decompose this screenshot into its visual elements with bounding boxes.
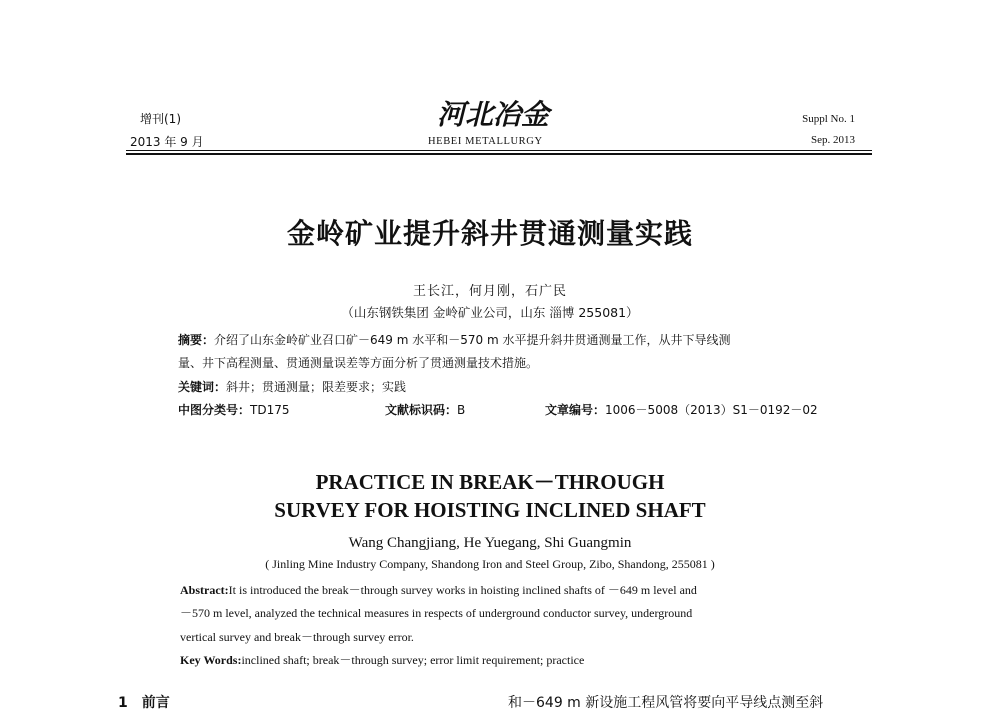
abstract-cn — [178, 331, 730, 348]
abstract-text-en-1: It is introduced the break－through survey works in hoisting inclined shafts of －649 m level and — [228, 583, 697, 597]
journal-logo-text: 河北冶金 — [436, 98, 550, 131]
keywords-text-cn: 斜井；贯通测量；限差要求；实践 — [226, 380, 407, 394]
abstract-en — [180, 581, 697, 598]
document-code-value: B — [457, 403, 466, 417]
keywords-label-cn: 关键词： — [178, 380, 227, 394]
article-number-label: 文章编号： — [545, 403, 606, 417]
article-number — [545, 401, 818, 418]
date-label-en: Sep. 2013 — [811, 134, 855, 146]
supplement-label: Suppl No. 1 — [802, 113, 855, 125]
abstract-text-cn-2: 量、井下高程测量、贯通测量误差等方面分析了贯通测量技术措施。 — [178, 356, 539, 370]
issue-label: 增刊(1) — [140, 112, 181, 126]
body-text-fragment: 和－649 m 新设施工程风管将要向平导线点测至斜 — [508, 695, 824, 711]
authors-en: Wang Changjiang, He Yuegang, Shi Guangmin — [348, 535, 632, 551]
article-number-value: 1006－5008（2013）S1－0192－02 — [605, 403, 818, 417]
keywords-label-en: Key Words: — [180, 653, 242, 667]
keywords-en — [180, 651, 584, 668]
classification-number — [178, 401, 290, 418]
header-rule-thick — [126, 153, 872, 155]
keywords-text-en: inclined shaft; break－through survey; error limit requirement; practice — [241, 653, 585, 667]
journal-name-en: HEBEI METALLURGY — [428, 136, 543, 147]
document-code-label: 文献标识码： — [385, 403, 458, 417]
journal-logo — [430, 96, 556, 132]
section-heading-intro: 1 前言 — [118, 695, 170, 711]
affiliation-cn: （山东钢铁集团 金岭矿业公司，山东 淄博 255081） — [341, 305, 639, 320]
keywords-cn — [178, 378, 406, 395]
document-code — [385, 401, 465, 418]
abstract-text-cn-1: 介绍了山东金岭矿业召口矿－649 m 水平和－570 m 水平提升斜井贯通测量工作，从井下导线测 — [214, 333, 731, 347]
abstract-text-en-2: －570 m level, analyzed the technical measures in respects of underground conductor survey, underground — [180, 606, 693, 620]
paper-title-en-line2: SURVEY FOR HOISTING INCLINED SHAFT — [274, 498, 706, 522]
paper-title-en-line1: PRACTICE IN BREAK－THROUGH — [315, 470, 665, 494]
classification-value: TD175 — [250, 403, 290, 417]
abstract-text-en-3: vertical survey and break－through survey error. — [180, 630, 414, 644]
date-label-cn: 2013 年 9 月 — [130, 135, 204, 149]
abstract-label-en: Abstract: — [180, 583, 229, 597]
affiliation-en: ( Jinling Mine Industry Company, Shandong Iron and Steel Group, Zibo, Shandong, 255081 ) — [265, 557, 715, 571]
abstract-label-cn: 摘要： — [178, 333, 215, 347]
classification-label: 中图分类号： — [178, 403, 251, 417]
authors-cn: 王长江，何月刚，石广民 — [412, 284, 567, 299]
paper-title-cn: 金岭矿业提升斜井贯通测量实践 — [286, 217, 693, 250]
header-rule-thin — [126, 150, 872, 151]
